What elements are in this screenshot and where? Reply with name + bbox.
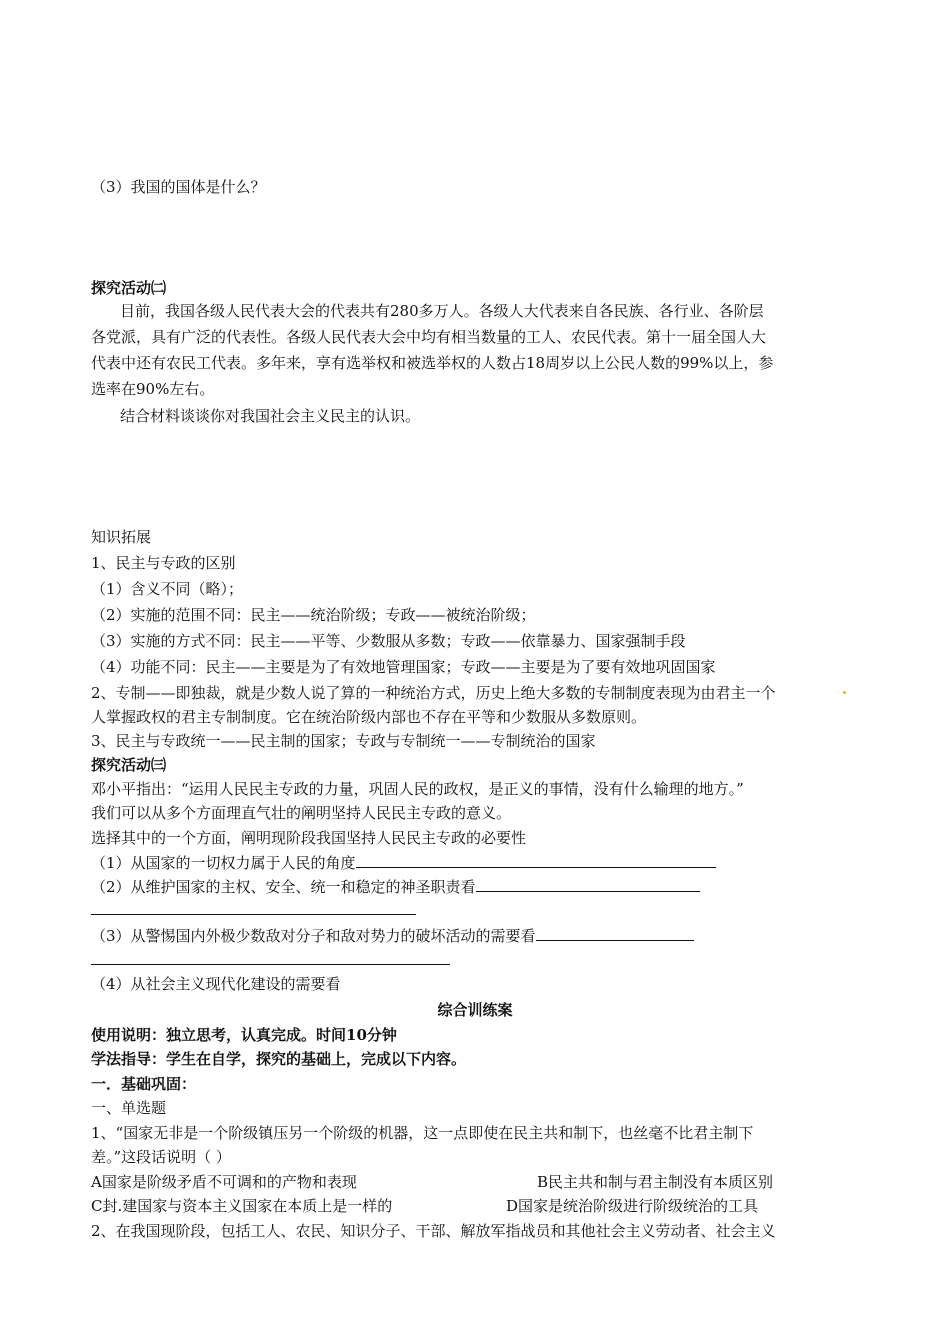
activity-2-paragraph: 选率在90%左右。 xyxy=(91,380,215,398)
question-1: 差。”这段话说明（ ） xyxy=(91,1148,231,1166)
answer-blank[interactable] xyxy=(476,876,700,892)
question-type: 一、单选题 xyxy=(91,1099,167,1117)
answer-blank[interactable] xyxy=(536,925,694,941)
activity-2-paragraph: 目前，我国各级人民代表大会的代表共有280多万人。各级人大代表来自各民族、各行业、各阶层 xyxy=(120,302,764,320)
answer-blank[interactable] xyxy=(91,914,416,915)
option-c: C封.建国家与资本主义国家在本质上是一样的 xyxy=(91,1197,393,1215)
extension-line: 2、专制——即独裁，就是少数人说了算的一种统治方式，历史上绝大多数的专制制度表现为由君主一个 xyxy=(91,684,776,702)
extension-line: （1）含义不同（略）； xyxy=(91,580,244,598)
activity-2-heading: 探究活动㈡ xyxy=(91,279,167,297)
section-heading: 一．基础巩固： xyxy=(91,1075,197,1093)
activity-2-task: 结合材料谈谈你对我国社会主义民主的认识。 xyxy=(120,407,421,425)
activity-3-item-2 xyxy=(91,876,700,898)
extension-line: （4）功能不同：民主——主要是为了有效地管理国家；专政——主要是为了要有效地巩固国家 xyxy=(91,658,716,676)
activity-3-quote: 我们可以从多个方面理直气壮的阐明坚持人民民主专政的意义。 xyxy=(91,804,512,822)
method-guide: 学法指导：学生在自学，探究的基础上，完成以下内容。 xyxy=(91,1050,467,1068)
item-text: （2）从维护国家的主权、安全、统一和稳定的神圣职责看 xyxy=(91,878,476,896)
item-text: （3）从警惕国内外极少数敌对分子和敌对势力的破坏活动的需要看 xyxy=(91,927,536,945)
activity-3-item-3 xyxy=(91,925,694,947)
activity-3-prompt: 选择其中的一个方面，阐明现阶段我国坚持人民民主专政的必要性 xyxy=(91,829,527,847)
activity-3-heading: 探究活动㈢ xyxy=(91,756,167,774)
question-3: （3）我国的国体是什么？ xyxy=(91,178,266,196)
extension-line: （3）实施的方式不同：民主——平等、少数服从多数；专政——依靠暴力、国家强制手段 xyxy=(91,632,686,650)
activity-2-paragraph: 代表中还有农民工代表。多年来，享有选举权和被选举权的人数占18周岁以上公民人数的99%以上，参 xyxy=(91,354,774,372)
usage-note: 使用说明：独立思考，认真完成。时间10分钟 xyxy=(91,1026,397,1044)
answer-blank[interactable] xyxy=(91,964,450,965)
option-a: A国家是阶级矛盾不可调和的产物和表现 xyxy=(91,1173,357,1191)
yellow-mark xyxy=(843,691,846,694)
option-b: B民主共和制与君主制没有本质区别 xyxy=(537,1173,774,1191)
extension-line: 人掌握政权的君主专制制度。它在统治阶级内部也不存在平等和少数服从多数原则。 xyxy=(91,708,647,726)
activity-3-quote: 邓小平指出：“运用人民民主专政的力量，巩固人民的政权，是正义的事情，没有什么输理的地方。” xyxy=(91,780,744,798)
activity-3-item-4: （4）从社会主义现代化建设的需要看 xyxy=(91,975,341,993)
activity-3-item-1 xyxy=(91,852,716,874)
option-d: D国家是统治阶级进行阶级统治的工具 xyxy=(506,1197,759,1215)
activity-2-paragraph: 各党派，具有广泛的代表性。各级人民代表大会中均有相当数量的工人、农民代表。第十一届全国人大 xyxy=(91,328,767,346)
training-title: 综合训练案 xyxy=(437,1001,513,1019)
extension-line: 3、民主与专政统一——民主制的国家；专政与专制统一——专制统治的国家 xyxy=(91,732,596,750)
question-2: 2、在我国现阶段，包括工人、农民、知识分子、干部、解放军指战员和其他社会主义劳动者、社会主义 xyxy=(91,1222,776,1240)
extension-heading: 知识拓展 xyxy=(91,528,152,546)
extension-line: （2）实施的范围不同：民主——统治阶级；专政——被统治阶级； xyxy=(91,606,536,624)
item-text: （1）从国家的一切权力属于人民的角度 xyxy=(91,854,356,872)
question-1: 1、“国家无非是一个阶级镇压另一个阶级的机器，这一点即使在民主共和制下，也丝毫不比君主制下 xyxy=(91,1124,754,1142)
extension-line: 1、民主与专政的区别 xyxy=(91,554,236,572)
answer-blank[interactable] xyxy=(356,852,716,868)
